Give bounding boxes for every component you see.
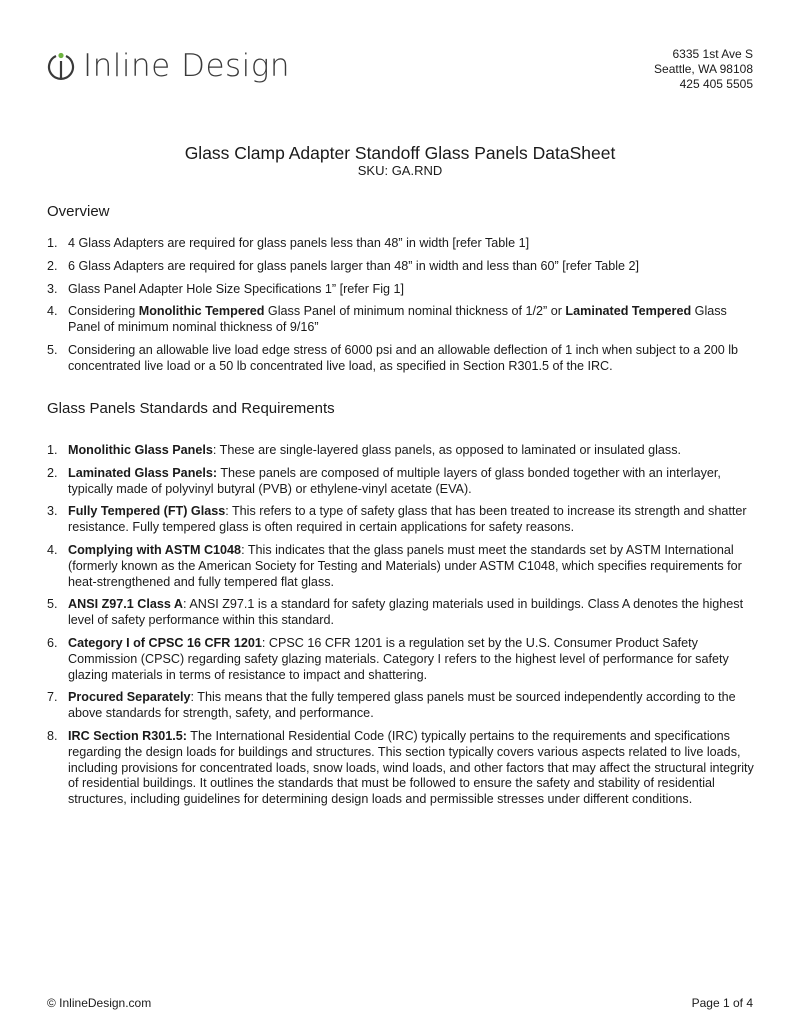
list-item-number: 6. (47, 635, 58, 650)
overview-heading: Overview (47, 203, 110, 220)
standards-list-item (47, 543, 757, 590)
list-item-number: 2. (47, 258, 58, 273)
list-item-term: Category I of CPSC 16 CFR 1201 (68, 635, 262, 650)
inline-design-logo-icon (47, 48, 75, 84)
list-item-text: Considering an allowable live load edge stress of 6000 psi and an allowable deflection of 1 inch when subject to a 200 lb concentrated live load or a 50 lb concentrated live load, as specified in Section R301.5 of the IRC. (68, 342, 739, 373)
list-item-term: Fully Tempered (FT) Glass (68, 504, 226, 519)
document-title: Glass Clamp Adapter Standoff Glass Panels DataSheet (184, 143, 616, 163)
list-item-text: Glass Panel of minimum nominal thickness of 1/2” or (264, 304, 566, 319)
list-item-text: : ANSI Z97.1 is a standard for safety glazing materials used in buildings. Class A denotes the highest level of safety performance within this standard. (68, 597, 744, 628)
brand-name: Inline Design (83, 48, 291, 84)
company-address (654, 47, 753, 92)
list-item-term: Monolithic Tempered (138, 304, 265, 319)
overview-list-item (47, 304, 757, 336)
list-item-number: 2. (47, 465, 58, 480)
list-item-term: Laminated Glass Panels: (68, 465, 218, 480)
overview-list-item (47, 343, 757, 375)
list-item-text: : This indicates that the glass panels must meet the standards set by ASTM International (formerly known as the American Society for Testing and Materials) under ASTM C1048, which specifies requirements for heat-strengthened and fully tempered flat glass. (68, 542, 742, 589)
standards-list-item (47, 443, 757, 459)
list-item-number: 3. (47, 281, 58, 296)
phone-number: 425 405 5505 (679, 77, 753, 91)
standards-list-item (47, 636, 757, 683)
standards-list-item (47, 466, 757, 498)
list-item-term: Procured Separately (68, 690, 191, 705)
list-item-term: Monolithic Glass Panels (68, 443, 213, 457)
overview-list-item (47, 282, 757, 298)
list-item-number: 5. (47, 597, 58, 612)
brand-logo (47, 46, 290, 86)
footer-copyright: © InlineDesign.com (47, 996, 152, 1010)
overview-list (47, 236, 757, 382)
standards-list-item (47, 597, 757, 629)
list-item-text: 4 Glass Adapters are required for glass panels less than 48” in width [refer Table 1] (68, 236, 530, 250)
list-item-text: 6 Glass Adapters are required for glass panels larger than 48” in width and less than 60” [refer Table 2] (68, 258, 640, 273)
list-item-number: 1. (47, 443, 58, 457)
list-item-number: 1. (47, 236, 58, 250)
standards-list-item (47, 504, 757, 536)
list-item-term: ANSI Z97.1 Class A (68, 597, 184, 612)
list-item-number: 4. (47, 304, 58, 319)
list-item-number: 8. (47, 728, 58, 743)
list-item-number: 7. (47, 690, 58, 705)
page-number: Page 1 of 4 (691, 996, 753, 1010)
list-item-number: 4. (47, 542, 58, 557)
list-item-text: : CPSC 16 CFR 1201 is a regulation set by the U.S. Consumer Product Safety Commission (CPSC) regarding safety glazing materials. Category I refers to the highest level of performance for safety glazing materials in terms of resistance to impact and shattering. (68, 635, 729, 682)
list-item-text: : These are single-layered glass panels, as opposed to laminated or insulated glass. (212, 443, 681, 457)
list-item-text: Glass Panel Adapter Hole Size Specifications 1” [refer Fig 1] (68, 281, 404, 296)
standards-heading: Glass Panels Standards and Requirements (47, 400, 335, 417)
overview-list-item (47, 236, 757, 252)
list-item-text: : This refers to a type of safety glass that has been treated to increase its strength and shatter resistance. Fully tempered glass is often required in certain applications for safety reasons. (68, 504, 747, 535)
list-item-term: IRC Section R301.5: (68, 728, 187, 743)
list-item-number: 5. (47, 342, 58, 357)
list-item-text: These panels are composed of multiple layers of glass bonded together with an interlayer, typically made of polyvinyl butyral (PVB) or ethylene-vinyl acetate (EVA). (68, 465, 721, 496)
standards-list-item (47, 729, 757, 808)
standards-list (47, 443, 757, 815)
overview-list-item (47, 259, 757, 275)
list-item-term: Complying with ASTM C1048 (68, 542, 242, 557)
list-item-text: Considering (68, 304, 139, 319)
list-item-text: The International Residential Code (IRC) typically pertains to the requirements and specifications regarding the design loads for buildings and structures. This section typically covers various aspects related to live loads, including provisions for concentrated loads, snow loads, wind loads, and other factors that may affect the structural integrity of residential buildings. It outlines the standards that must be followed to ensure the safety and stability of residential structures, including guidelines for determining design loads and permissible stresses under different conditions. (68, 728, 754, 807)
address-city: Seattle, WA 98108 (654, 62, 753, 76)
document-sku: SKU: GA.RND (357, 163, 443, 178)
standards-list-item (47, 690, 757, 722)
list-item-number: 3. (47, 504, 58, 519)
list-item-text: Glass Panel of minimum nominal thickness of 9/16” (68, 304, 727, 335)
list-item-text: : This means that the fully tempered glass panels must be sourced independently according to the above standards for strength, safety, and performance. (68, 690, 736, 721)
list-item-term: Laminated Tempered (565, 304, 692, 319)
address-street: 6335 1st Ave S (672, 47, 753, 61)
